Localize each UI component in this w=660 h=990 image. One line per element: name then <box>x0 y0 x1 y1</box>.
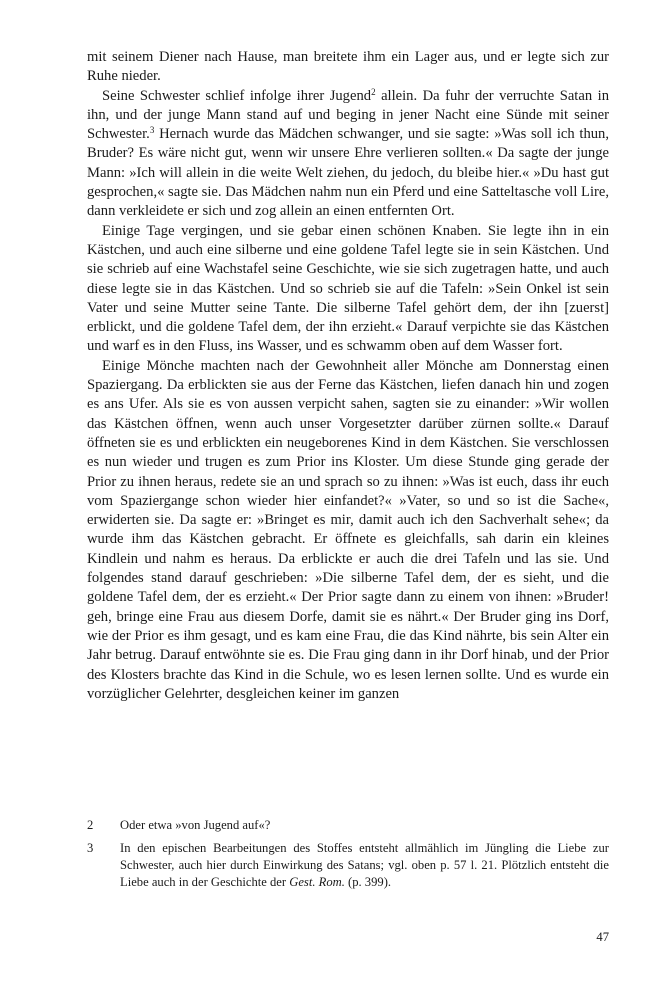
footnote-number: 3 <box>87 841 94 855</box>
text-segment: Hernach wurde das Mädchen schwanger, und sie sagte: »Was soll ich thun, Bruder? Es wäre nicht gut, wenn wir unsere Ehre verlieren sollten.« Da sagte der junge Mann: »Ich will allein in die weite Welt ziehen, du jedoch, du bleibe hier.« »Du hast gut gesprochen,« sagte sie. Das Mädchen nahm nun ein Pferd und eine Satteltasche voll Lire, dann verkleidete er sich und zog allein an einen entfernten Ort. <box>87 126 609 220</box>
text-segment: mit seinem Diener nach Hause, man breitete ihm ein Lager aus, und er legte sich zur Ruhe nieder. <box>87 49 609 85</box>
text-segment: (p. 399). <box>344 875 392 889</box>
paragraph <box>87 48 609 87</box>
footnotes <box>87 817 609 897</box>
footnote-reference: 3 <box>149 125 155 136</box>
main-text <box>87 48 609 704</box>
footnote <box>87 817 609 834</box>
footnote-reference: 2 <box>371 86 376 97</box>
paragraph <box>87 357 609 704</box>
footnote-text <box>120 817 609 834</box>
text-segment: Oder etwa »von Jugend auf«? <box>120 818 271 832</box>
italic-text: Gest. Rom. <box>289 875 345 889</box>
text-segment: Einige Mönche machten nach der Gewohnheit aller Mönche am Donnerstag einen Spaziergang. Da erblickten sie aus der Ferne das Kästchen, liefen danach hin und zogen es ans Ufer. Als sie es von aussen verpicht sahen, sagten sie zu einander: »Wir wollen das Kästchen öffnen, wenn auch unser Vorgesetzter darüber zürnen sollte.« Darauf öffneten sie es und erblickten ein neugeborenes Kind in dem Kästchen. Sie verschlossen es nun wieder und trugen es zum Prior ins Kloster. Um diese Stunde ging gerade der Prior zu ihnen heraus, redete sie an und sprach so zu ihnen: »Was ist euch, dass ihr euch vom Spaziergange schon wieder hier einfandet?« »Vater, so und so ist die Sache«, erwiderten sie. Da sagte er: »Bringet es mir, damit auch ich den Sachverhalt sehe«; da wurde ihm das Kästchen gebracht. Er öffnete es gleichfalls, sah darin ein kleines Kindlein und nahm es heraus. Da erblickte er auch die drei Tafeln und las sie. Und folgendes stand darauf geschrieben: »Die silberne Tafel dem, der es sieht, und die goldene Tafel dem, der es erzieht.« Der Prior sagte dann zu einem von ihnen: »Bruder! geh, bringe eine Frau aus diesem Dorfe, damit sie es nährt.« Der Bruder ging ins Dorf, wie der Prior es ihm gesagt, und es kam eine Frau, die das Kind nährte, bis sein Alter ein Jahr betrug. Darauf entwöhnte sie es. Die Frau ging dann in ihr Dorf hinab, und der Prior des Klosters brachte das Kind in die Schule, wo es lesen lernen sollte. Und es wurde ein vorzüglicher Gelehrter, desgleichen keiner im ganzen <box>87 357 609 702</box>
page-number: 47 <box>596 930 609 944</box>
text-segment: Seine Schwester schlief infolge ihrer Jugend <box>102 87 372 104</box>
text-segment: Einige Tage vergingen, und sie gebar einen schönen Knaben. Sie legte ihn in ein Kästchen, und auch eine silberne und eine goldene Tafel legte sie in sein Kästchen. Und sie schrieb auf eine Wachstafel seine Geschichte, wie sie sich zugetragen hatte, und auch diese legte sie in das Kästchen. Und so schrieb sie auf die Tafeln: »Sein Onkel ist sein Vater und seine Mutter seine Tante. Die silberne Tafel gehört dem, der ihn [zuerst] erblickt, und die goldene Tafel dem, der ihn erzieht.« Darauf verpichte sie das Kästchen und warf es in den Fluss, ins Wasser, und es schwamm oben auf dem Wasser fort. <box>87 222 609 355</box>
footnote <box>87 840 609 891</box>
footnote-text <box>120 840 609 891</box>
text-segment: In den epischen Bearbeitungen des Stoffes entsteht allmählich im Jüngling die Liebe zur Schwester, auch hier durch Einwirkung des Satans; vgl. oben p. 57 l. 21. Plötzlich entsteht die Liebe auch in der Geschichte der <box>120 841 609 889</box>
paragraph <box>87 222 609 357</box>
footnote-number: 2 <box>87 818 94 832</box>
paragraph <box>87 87 609 222</box>
text-segment: allein. Da fuhr der verruchte Satan in ihn, und der junge Mann stand auf und beging in jener Nacht eine Sünde mit seiner Schwester. <box>87 87 609 143</box>
